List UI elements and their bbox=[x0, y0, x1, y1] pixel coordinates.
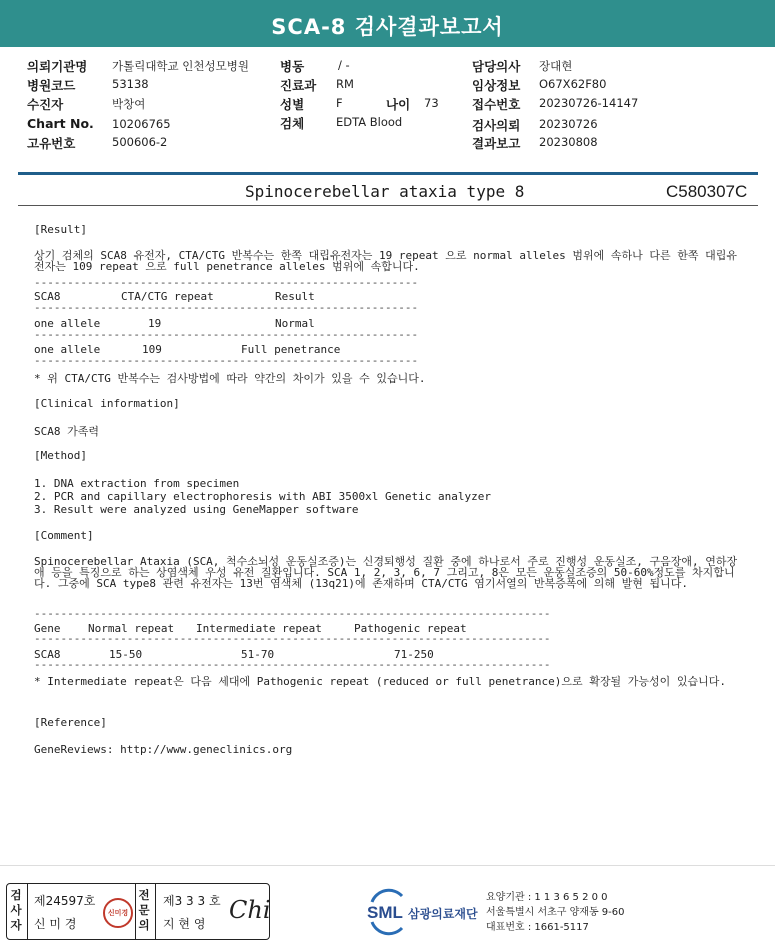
company-name: 삼광의료재단 bbox=[408, 907, 478, 921]
lab-info bbox=[486, 890, 625, 935]
reference-header: [Reference] bbox=[34, 716, 107, 729]
examiner-label: 검 사 자 bbox=[10, 888, 22, 932]
result-row-2-result: Full penetrance bbox=[241, 343, 341, 356]
reviewer-name: 지 현 영 bbox=[163, 917, 206, 931]
result-row-1-result: Normal bbox=[275, 317, 315, 330]
patient-label: 수진자 bbox=[27, 97, 64, 112]
result-row-1-allele: one allele bbox=[34, 317, 101, 330]
result-date-value: 20230808 bbox=[539, 135, 598, 149]
method-item-3: 3. Result were analyzed using GeneMapper software bbox=[34, 503, 359, 516]
divider: ---------------------------------------------------------- bbox=[34, 328, 419, 341]
result-table-header-gene: SCA8 bbox=[34, 290, 61, 303]
result-paragraph: 상기 검체의 SCA8 유전자, CTA/CTG 반복수는 한쪽 대립유전자는 19 repeat 으로 normal alleles 범위에 속하나 다른 한쪽 대립유전자는 109 repeat 으로 full penetrance alleles 범위에 속합니다. bbox=[34, 249, 738, 273]
comment-table-header-intermediate: Intermediate repeat bbox=[196, 622, 322, 635]
id-label: 고유번호 bbox=[27, 136, 76, 151]
request-label: 검사의뢰 bbox=[472, 118, 521, 133]
lab-address: 서울특별시 서초구 양재동 9-60 bbox=[486, 907, 625, 918]
dept-label: 진료과 bbox=[280, 78, 317, 93]
report-title: SCA-8 검사결과보고서 bbox=[0, 0, 775, 47]
divider: ------------------------------------------------------------------------------ bbox=[34, 607, 551, 620]
hospital-code-label: 병원코드 bbox=[27, 78, 76, 93]
sex-value: F bbox=[336, 96, 343, 110]
clinical-value: O67X62F80 bbox=[539, 77, 607, 91]
dept-value: RM bbox=[336, 77, 354, 91]
method-header: [Method] bbox=[34, 449, 87, 462]
sex-label: 성별 bbox=[280, 97, 305, 112]
signature-box bbox=[6, 883, 270, 940]
ward-label: 병동 bbox=[280, 59, 305, 74]
patient-info bbox=[0, 55, 775, 155]
age-value: 73 bbox=[424, 96, 439, 110]
comment-row-intermediate: 51-70 bbox=[241, 648, 275, 661]
result-row-1-repeat: 19 bbox=[148, 317, 162, 330]
doctor-value: 장대현 bbox=[539, 59, 573, 73]
request-value: 20230726 bbox=[539, 117, 598, 131]
comment-note: * Intermediate repeat은 다음 세대에 Pathogenic repeat (reduced or full penetrance)으로 확장될 가능성이 있습니다. bbox=[34, 675, 726, 688]
reviewer-license: 제3 3 3 호 bbox=[163, 894, 221, 908]
clinical-text: SCA8 가족력 bbox=[34, 425, 99, 438]
lab-code: 요양기관 : 1 1 3 6 5 2 0 0 bbox=[486, 892, 608, 903]
specimen-value: EDTA Blood bbox=[336, 115, 403, 129]
divider: ---------------------------------------------------------- bbox=[34, 354, 419, 367]
result-date-label: 결과보고 bbox=[472, 136, 521, 151]
lab-phone: 대표번호 : 1661-5117 bbox=[486, 922, 589, 933]
hospital-code-value: 53138 bbox=[112, 77, 149, 91]
result-table-header-result: Result bbox=[275, 290, 315, 303]
doctor-label: 담당의사 bbox=[472, 59, 521, 74]
divider: ------------------------------------------------------------------------------ bbox=[34, 632, 551, 645]
examiner-name: 신 미 경 bbox=[34, 917, 77, 931]
age-label: 나이 bbox=[386, 97, 411, 112]
divider: ---------------------------------------------------------- bbox=[34, 276, 419, 289]
receipt-value: 20230726-14147 bbox=[539, 96, 639, 110]
reference-text: GeneReviews: http://www.geneclinics.org bbox=[34, 743, 293, 756]
test-title: Spinocerebellar ataxia type 8 bbox=[245, 182, 525, 201]
comment-table-header-pathogenic: Pathogenic repeat bbox=[354, 622, 467, 635]
divider: ---------------------------------------------------------- bbox=[34, 301, 419, 314]
comment-row-pathogenic: 71-250 bbox=[394, 648, 434, 661]
institution-value: 가톨릭대학교 인천성모병원 bbox=[112, 59, 249, 73]
id-value: 500606-2 bbox=[112, 135, 168, 149]
method-item-2: 2. PCR and capillary electrophoresis with ABI 3500xl Genetic analyzer bbox=[34, 490, 491, 503]
comment-header: [Comment] bbox=[34, 529, 94, 542]
institution-label: 의뢰기관명 bbox=[27, 59, 88, 74]
ward-value: / - bbox=[338, 58, 350, 72]
result-table-header-repeat: CTA/CTG repeat bbox=[121, 290, 214, 303]
clinical-header: [Clinical information] bbox=[34, 397, 180, 410]
title-divider bbox=[18, 205, 758, 206]
patient-name: 박창여 bbox=[112, 97, 146, 111]
divider bbox=[27, 884, 28, 939]
result-note: * 위 CTA/CTG 반복수는 검사방법에 따라 약간의 차이가 있을 수 있습니다. bbox=[34, 372, 426, 385]
comment-paragraph: Spinocerebellar Ataxia (SCA, 척수소뇌성 운동실조증)는 신경퇴행성 질환 중에 하나로서 주로 진행성 운동실조, 구음장애, 연하장애 등을 특징으로 하는 상염색체 우성 유전 질환입니다. SCA 1, 2, 3, 6, 7 그리고, 8은 모든 운동실조증의 50-60%정도를 차지합니다. 그중에 SCA type8 관련 유전자는 13번 염색체 (13q21)에 존재하며 CTA/CTG 염기서열의 반복증폭에 의해 발현 됩니다. bbox=[34, 555, 738, 590]
method-item-1: 1. DNA extraction from specimen bbox=[34, 477, 240, 490]
receipt-label: 접수번호 bbox=[472, 97, 521, 112]
divider bbox=[155, 884, 156, 939]
divider bbox=[135, 884, 136, 939]
result-header: [Result] bbox=[34, 223, 87, 236]
footer-divider bbox=[0, 865, 775, 866]
result-row-2-allele: one allele bbox=[34, 343, 101, 356]
specimen-label: 검체 bbox=[280, 116, 305, 131]
comment-table-header-normal: Normal repeat bbox=[88, 622, 175, 635]
header-divider bbox=[18, 172, 758, 175]
examiner-seal: 신미경 bbox=[103, 898, 133, 928]
reviewer-label: 전 문 의 bbox=[138, 888, 150, 932]
chart-value: 10206765 bbox=[112, 117, 171, 131]
comment-row-gene: SCA8 bbox=[34, 648, 61, 661]
comment-row-normal: 15-50 bbox=[109, 648, 143, 661]
clinical-label: 임상정보 bbox=[472, 78, 521, 93]
examiner-license: 제24597호 bbox=[34, 894, 96, 908]
divider: ------------------------------------------------------------------------------ bbox=[34, 658, 551, 671]
logo-text: SML bbox=[367, 903, 403, 922]
reviewer-signature: Chi bbox=[229, 896, 271, 924]
chart-label: Chart No. bbox=[27, 116, 94, 131]
test-code: C580307C bbox=[666, 182, 748, 201]
comment-table-header-gene: Gene bbox=[34, 622, 61, 635]
result-row-2-repeat: 109 bbox=[142, 343, 162, 356]
